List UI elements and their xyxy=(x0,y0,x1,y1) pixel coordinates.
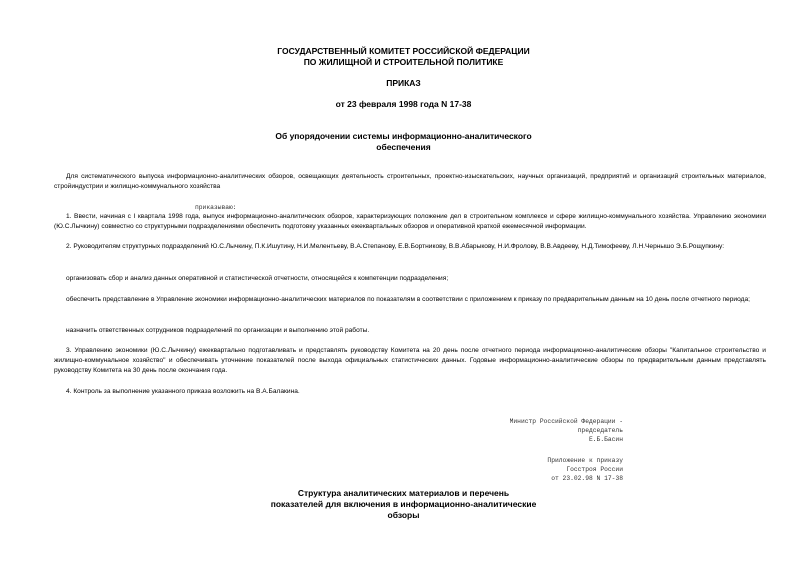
document-subject-line2: обеспечения xyxy=(376,142,431,152)
appendix-title-line2: показателей для включения в информационно-аналитические xyxy=(270,499,537,509)
document-date-number: от 23 февраля 1998 года N 17-38 xyxy=(335,99,472,109)
intro-paragraph: Для систематического выпуска информационно-аналитических обзоров, освещающих деятельность строительных, проектно-изыскательских, научных организаций, предприятий и организаций строительных материалов, стройиндустрии и жилищно-коммунального хозяйства xyxy=(54,173,766,190)
paragraph-2c: назначить ответственных сотрудников подразделений по организации и выполнению этой работы. xyxy=(66,327,370,334)
paragraph-4: 4. Контроль за выполнение указанного приказа возложить на В.А.Балакина. xyxy=(66,388,300,395)
signature-title: Министр Российской Федерации - xyxy=(509,418,623,425)
appendix-ref-line1: Приложение к приказу xyxy=(547,457,623,464)
document-type: ПРИКАЗ xyxy=(386,78,421,88)
paragraph-2a: организовать сбор и анализ данных оперативной и статистической отчетности, относящейся к компетенции подразделения; xyxy=(66,275,449,282)
signature-role: председатель xyxy=(577,427,623,434)
appendix-ref-line2: Госстроя России xyxy=(566,466,623,473)
agency-name-line2: ПО ЖИЛИЩНОЙ И СТРОИТЕЛЬНОЙ ПОЛИТИКЕ xyxy=(303,57,504,67)
signature-block xyxy=(510,417,623,444)
paragraph-2b: обеспечить представление в Управление экономики информационно-аналитических материалов по показателям в соответствии с приложением к приказу по предварительным данным на 10 день после отчетного периода; xyxy=(66,296,750,303)
appendix-reference xyxy=(547,456,623,483)
paragraph-3: 3. Управлению экономики (Ю.С.Лычкину) ежеквартально подготавливать и представлять руководству Комитета на 20 день после отчетного периода информационно-аналитические обзоры "Капитальное строительство и жилищно-коммунальное хозяйство" и обеспечивать уточнение показателей после выхода официальных статистических данных. Годовые информационно-аналитические обзоры по предварительным данным представлять руководству Комитета на 30 день после окончания года. xyxy=(54,347,766,374)
appendix-ref-line3: от 23.02.98 N 17-38 xyxy=(551,475,623,482)
document-subject-line1: Об упорядочении системы информационно-аналитического xyxy=(275,131,532,141)
paragraph-2: 2. Руководителям структурных подразделений Ю.С.Лычкину, П.К.Ишутину, Н.И.Мелентьеву, В.А.Степанову, Е.В.Бортникову, В.В.Абарыкову, Н.И.Фролову, В.В.Авдееву, Н.Д.Тимофееву, Л.Н.Чернышо Э.Б.Рощупкину: xyxy=(66,243,725,250)
order-word: приказываю: xyxy=(195,204,237,211)
agency-name-line1: ГОСУДАРСТВЕННЫЙ КОМИТЕТ РОССИЙСКОЙ ФЕДЕРАЦИИ xyxy=(277,46,530,56)
appendix-title-line3: обзоры xyxy=(387,510,420,520)
signature-name: Е.Б.Басин xyxy=(588,436,623,443)
paragraph-1: 1. Ввести, начиная с I квартала 1998 года, выпуск информационно-аналитических обзоров, характеризующих положение дел в строительном комплексе и сфере жилищно-коммунального хозяйства. Управлению экономики (Ю.С.Лычкину) совместно со структурными подразделениями обеспечить подготовку указанных ежеквартальных обзоров и оперативной краткой ежемесячной информации. xyxy=(54,213,766,230)
appendix-title-line1: Структура аналитических материалов и перечень xyxy=(297,488,510,498)
